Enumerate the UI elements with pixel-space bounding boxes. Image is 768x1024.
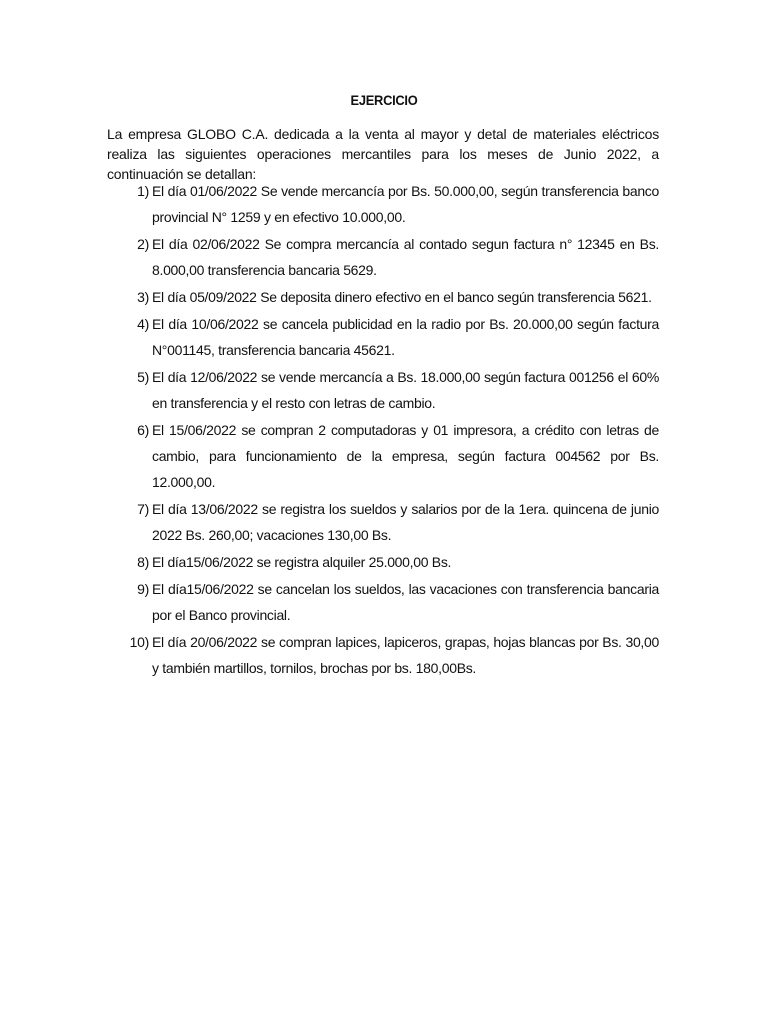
item-number: 9) <box>137 581 149 597</box>
item-number: 10) <box>129 634 149 650</box>
item-number: 4) <box>137 316 149 332</box>
list-item <box>107 284 659 310</box>
item-text: El día 12/06/2022 se vende mercancía a Bs. 18.000,00 según factura 001256 el 60% en transferencia y el resto con letras de cambio. <box>152 369 659 411</box>
list-item <box>107 496 659 548</box>
item-number: 8) <box>137 554 149 570</box>
item-text: El día 10/06/2022 se cancela publicidad en la radio por Bs. 20.000,00 según factura N°001145, transferencia bancaria 45621. <box>152 316 659 358</box>
item-text: El día 01/06/2022 Se vende mercancía por Bs. 50.000,00, según transferencia banco provincial N° 1259 y en efectivo 10.000,00. <box>152 183 659 225</box>
item-text: El 15/06/2022 se compran 2 computadoras y 01 impresora, a crédito con letras de cambio, para funcionamiento de la empresa, según factura 004562 por Bs. 12.000,00. <box>152 422 659 490</box>
item-number: 5) <box>137 369 149 385</box>
item-number: 6) <box>137 422 149 438</box>
list-item <box>107 311 659 363</box>
item-text: El día 05/09/2022 Se deposita dinero efectivo en el banco según transferencia 5621. <box>152 289 652 305</box>
item-text: El día 02/06/2022 Se compra mercancía al contado segun factura n° 12345 en Bs. 8.000,00 transferencia bancaria 5629. <box>152 236 659 278</box>
list-item <box>107 629 659 681</box>
item-number: 1) <box>137 183 149 199</box>
item-number: 3) <box>137 289 149 305</box>
item-text: El día 20/06/2022 se compran lapices, lapiceros, grapas, hojas blancas por Bs. 30,00 y también martillos, tornilos, brochas por bs. 180,00Bs. <box>152 634 659 676</box>
list-item <box>107 178 659 230</box>
item-text: El día15/06/2022 se cancelan los sueldos, las vacaciones con transferencia bancaria por el Banco provincial. <box>152 581 659 623</box>
list-item <box>107 417 659 495</box>
list-item <box>107 576 659 628</box>
operations-list <box>107 178 659 682</box>
item-number: 2) <box>137 236 149 252</box>
list-item <box>107 549 659 575</box>
list-item <box>107 364 659 416</box>
list-item <box>107 231 659 283</box>
item-text: El día 13/06/2022 se registra los sueldos y salarios por de la 1era. quincena de junio 2022 Bs. 260,00; vacaciones 130,00 Bs. <box>152 501 659 543</box>
document-title: EJERCICIO <box>350 92 418 108</box>
item-number: 7) <box>137 501 149 517</box>
intro-paragraph: La empresa GLOBO C.A. dedicada a la venta al mayor y detal de materiales eléctricos realiza las siguientes operaciones mercantiles para los meses de Junio 2022, a continuación se detallan: <box>107 126 659 182</box>
item-text: El día15/06/2022 se registra alquiler 25.000,00 Bs. <box>152 554 452 570</box>
